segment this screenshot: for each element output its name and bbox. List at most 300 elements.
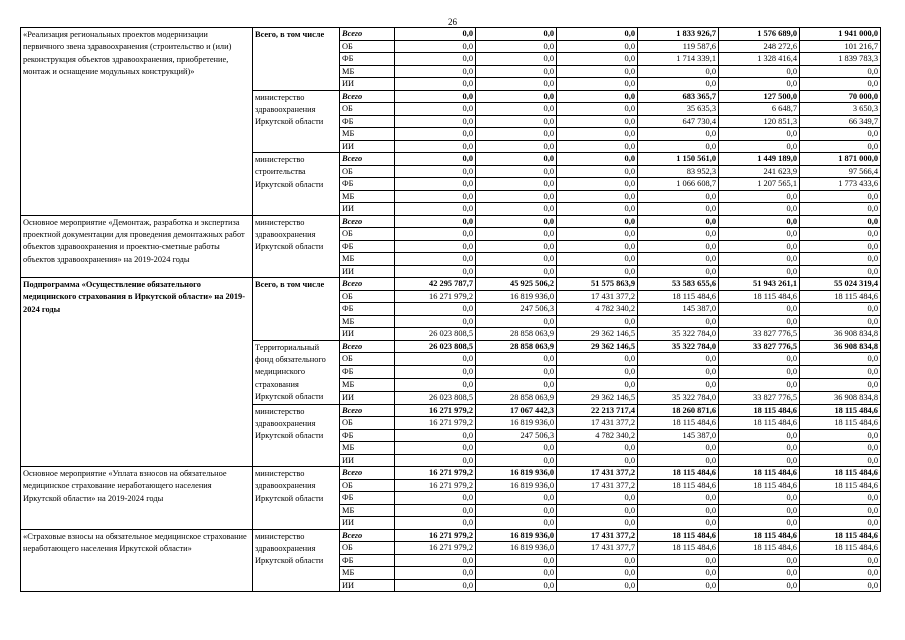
- amount-cell: 0,0: [395, 253, 476, 266]
- amount-cell: 0,0: [557, 579, 638, 592]
- executor-name: министерство строительства Иркутской области: [253, 153, 340, 216]
- amount-cell: 0,0: [800, 315, 881, 328]
- amount-cell: 0,0: [476, 253, 557, 266]
- amount-cell: 0,0: [476, 53, 557, 66]
- funding-source: ОБ: [340, 40, 395, 53]
- amount-cell: 0,0: [638, 378, 719, 391]
- amount-cell: 0,0: [557, 492, 638, 505]
- amount-cell: 0,0: [638, 240, 719, 253]
- funding-source: ФБ: [340, 53, 395, 66]
- amount-cell: 18 115 484,6: [638, 467, 719, 480]
- amount-cell: 1 714 339,1: [638, 53, 719, 66]
- amount-cell: 16 271 979,2: [395, 290, 476, 303]
- executor-name: Всего, в том числе: [253, 278, 340, 341]
- amount-cell: 0,0: [395, 103, 476, 116]
- funding-source: Всего: [340, 153, 395, 166]
- amount-cell: 0,0: [638, 253, 719, 266]
- amount-cell: 0,0: [800, 215, 881, 228]
- amount-cell: 0,0: [800, 353, 881, 366]
- funding-source: ИИ: [340, 454, 395, 467]
- amount-cell: 0,0: [395, 442, 476, 455]
- amount-cell: 0,0: [557, 240, 638, 253]
- amount-cell: 0,0: [395, 40, 476, 53]
- amount-cell: 0,0: [557, 165, 638, 178]
- amount-cell: 0,0: [395, 240, 476, 253]
- amount-cell: 0,0: [395, 90, 476, 103]
- amount-cell: 0,0: [719, 315, 800, 328]
- amount-cell: 0,0: [557, 228, 638, 241]
- amount-cell: 36 908 834,8: [800, 391, 881, 404]
- amount-cell: 0,0: [800, 366, 881, 379]
- amount-cell: 0,0: [719, 265, 800, 278]
- amount-cell: 35 322 784,0: [638, 391, 719, 404]
- funding-source: МБ: [340, 190, 395, 203]
- amount-cell: 18 115 484,6: [719, 467, 800, 480]
- amount-cell: 1 207 565,1: [719, 178, 800, 191]
- amount-cell: 18 115 484,6: [800, 479, 881, 492]
- budget-table-body: [21, 28, 881, 592]
- amount-cell: 18 115 484,6: [800, 290, 881, 303]
- amount-cell: 0,0: [638, 228, 719, 241]
- amount-cell: 0,0: [395, 165, 476, 178]
- amount-cell: 28 858 063,9: [476, 328, 557, 341]
- amount-cell: 16 271 979,2: [395, 529, 476, 542]
- amount-cell: 0,0: [638, 353, 719, 366]
- funding-source: ИИ: [340, 265, 395, 278]
- amount-cell: 0,0: [476, 492, 557, 505]
- funding-source: ИИ: [340, 203, 395, 216]
- amount-cell: 0,0: [800, 492, 881, 505]
- amount-cell: 0,0: [395, 366, 476, 379]
- amount-cell: 29 362 146,5: [557, 328, 638, 341]
- program-name: Основное мероприятие «Уплата взносов на обязательное медицинское страхование неработающего населения Иркутской области» на 2019-2024 годы: [21, 467, 253, 530]
- funding-source: ИИ: [340, 140, 395, 153]
- amount-cell: 0,0: [719, 65, 800, 78]
- amount-cell: 0,0: [557, 353, 638, 366]
- amount-cell: 0,0: [395, 378, 476, 391]
- funding-source: ОБ: [340, 479, 395, 492]
- amount-cell: 0,0: [638, 554, 719, 567]
- amount-cell: 0,0: [557, 40, 638, 53]
- amount-cell: 16 819 936,0: [476, 290, 557, 303]
- amount-cell: 0,0: [395, 190, 476, 203]
- funding-source: ИИ: [340, 78, 395, 91]
- amount-cell: 0,0: [395, 579, 476, 592]
- amount-cell: 0,0: [395, 78, 476, 91]
- amount-cell: 0,0: [557, 454, 638, 467]
- amount-cell: 647 730,4: [638, 115, 719, 128]
- amount-cell: 0,0: [476, 90, 557, 103]
- funding-source: Всего: [340, 340, 395, 353]
- amount-cell: 0,0: [800, 253, 881, 266]
- amount-cell: 0,0: [476, 315, 557, 328]
- amount-cell: 0,0: [476, 378, 557, 391]
- amount-cell: 36 908 834,8: [800, 340, 881, 353]
- amount-cell: 0,0: [557, 178, 638, 191]
- amount-cell: 0,0: [638, 128, 719, 141]
- funding-source: ОБ: [340, 290, 395, 303]
- amount-cell: 0,0: [395, 203, 476, 216]
- amount-cell: 0,0: [719, 378, 800, 391]
- amount-cell: 0,0: [719, 517, 800, 530]
- amount-cell: 0,0: [557, 128, 638, 141]
- amount-cell: 0,0: [638, 190, 719, 203]
- amount-cell: 1 871 000,0: [800, 153, 881, 166]
- amount-cell: 0,0: [800, 228, 881, 241]
- funding-source: ОБ: [340, 165, 395, 178]
- amount-cell: 0,0: [800, 429, 881, 442]
- amount-cell: 18 260 871,6: [638, 404, 719, 417]
- funding-source: ФБ: [340, 492, 395, 505]
- amount-cell: 0,0: [800, 265, 881, 278]
- amount-cell: 0,0: [638, 215, 719, 228]
- amount-cell: 0,0: [800, 517, 881, 530]
- funding-source: Всего: [340, 529, 395, 542]
- amount-cell: 0,0: [395, 215, 476, 228]
- amount-cell: 51 575 863,9: [557, 278, 638, 291]
- amount-cell: 17 431 377,2: [557, 290, 638, 303]
- amount-cell: 0,0: [557, 78, 638, 91]
- amount-cell: 0,0: [719, 303, 800, 316]
- amount-cell: 17 431 377,7: [557, 542, 638, 555]
- amount-cell: 0,0: [800, 190, 881, 203]
- amount-cell: 66 349,7: [800, 115, 881, 128]
- amount-cell: 35 322 784,0: [638, 328, 719, 341]
- amount-cell: 0,0: [719, 353, 800, 366]
- funding-source: ИИ: [340, 579, 395, 592]
- amount-cell: 26 023 808,5: [395, 340, 476, 353]
- amount-cell: 18 115 484,6: [800, 542, 881, 555]
- amount-cell: 0,0: [476, 265, 557, 278]
- amount-cell: 18 115 484,6: [800, 467, 881, 480]
- amount-cell: 247 506,3: [476, 303, 557, 316]
- amount-cell: 0,0: [395, 65, 476, 78]
- amount-cell: 0,0: [395, 228, 476, 241]
- funding-source: МБ: [340, 65, 395, 78]
- amount-cell: 0,0: [638, 492, 719, 505]
- funding-source: ОБ: [340, 103, 395, 116]
- amount-cell: 0,0: [638, 315, 719, 328]
- amount-cell: 0,0: [719, 492, 800, 505]
- amount-cell: 0,0: [557, 53, 638, 66]
- amount-cell: 0,0: [476, 215, 557, 228]
- amount-cell: 33 827 776,5: [719, 340, 800, 353]
- amount-cell: 0,0: [638, 265, 719, 278]
- amount-cell: 127 500,0: [719, 90, 800, 103]
- amount-cell: 17 431 377,2: [557, 417, 638, 430]
- funding-source: МБ: [340, 253, 395, 266]
- amount-cell: 0,0: [719, 554, 800, 567]
- amount-cell: 0,0: [557, 265, 638, 278]
- funding-source: МБ: [340, 567, 395, 580]
- amount-cell: 0,0: [476, 140, 557, 153]
- amount-cell: 0,0: [800, 504, 881, 517]
- amount-cell: 0,0: [476, 579, 557, 592]
- amount-cell: 33 827 776,5: [719, 391, 800, 404]
- amount-cell: 6 648,7: [719, 103, 800, 116]
- funding-source: ОБ: [340, 353, 395, 366]
- amount-cell: 0,0: [557, 103, 638, 116]
- amount-cell: 0,0: [719, 454, 800, 467]
- amount-cell: 0,0: [638, 579, 719, 592]
- amount-cell: 0,0: [557, 115, 638, 128]
- funding-source: МБ: [340, 442, 395, 455]
- amount-cell: 16 819 936,0: [476, 417, 557, 430]
- amount-cell: 1 576 689,0: [719, 28, 800, 41]
- amount-cell: 18 115 484,6: [800, 529, 881, 542]
- amount-cell: 18 115 484,6: [719, 479, 800, 492]
- amount-cell: 119 587,6: [638, 40, 719, 53]
- amount-cell: 0,0: [476, 228, 557, 241]
- amount-cell: 18 115 484,6: [638, 417, 719, 430]
- amount-cell: 0,0: [476, 240, 557, 253]
- amount-cell: 4 782 340,2: [557, 303, 638, 316]
- amount-cell: 0,0: [800, 554, 881, 567]
- amount-cell: 0,0: [476, 554, 557, 567]
- funding-source: МБ: [340, 315, 395, 328]
- amount-cell: 0,0: [395, 429, 476, 442]
- amount-cell: 0,0: [800, 65, 881, 78]
- funding-source: Всего: [340, 215, 395, 228]
- amount-cell: 0,0: [476, 65, 557, 78]
- table-row: [21, 529, 881, 542]
- amount-cell: 0,0: [719, 128, 800, 141]
- amount-cell: 3 650,3: [800, 103, 881, 116]
- amount-cell: 0,0: [476, 115, 557, 128]
- amount-cell: 18 115 484,6: [719, 417, 800, 430]
- amount-cell: 17 431 377,2: [557, 467, 638, 480]
- amount-cell: 0,0: [476, 103, 557, 116]
- amount-cell: 0,0: [557, 554, 638, 567]
- amount-cell: 53 583 655,6: [638, 278, 719, 291]
- page-number: 26: [448, 17, 457, 27]
- amount-cell: 101 216,7: [800, 40, 881, 53]
- funding-source: МБ: [340, 128, 395, 141]
- table-row: [21, 467, 881, 480]
- amount-cell: 0,0: [476, 165, 557, 178]
- amount-cell: 0,0: [557, 366, 638, 379]
- amount-cell: 26 023 808,5: [395, 328, 476, 341]
- amount-cell: 0,0: [476, 454, 557, 467]
- amount-cell: 0,0: [476, 128, 557, 141]
- amount-cell: 33 827 776,5: [719, 328, 800, 341]
- amount-cell: 0,0: [557, 253, 638, 266]
- amount-cell: 0,0: [476, 366, 557, 379]
- amount-cell: 0,0: [395, 140, 476, 153]
- amount-cell: 683 365,7: [638, 90, 719, 103]
- amount-cell: 0,0: [476, 203, 557, 216]
- executor-name: министерство здравоохранения Иркутской области: [253, 215, 340, 278]
- program-name: Основное мероприятие «Демонтаж, разработка и экспертиза проектной документации для проведения демонтажных работ объектов здравоохранения и проектно-сметные работы объектов здравоохранения» на 2019-2024 годы: [21, 215, 253, 278]
- amount-cell: 36 908 834,8: [800, 328, 881, 341]
- amount-cell: 145 387,0: [638, 303, 719, 316]
- amount-cell: 0,0: [476, 28, 557, 41]
- amount-cell: 0,0: [557, 65, 638, 78]
- amount-cell: 248 272,6: [719, 40, 800, 53]
- funding-source: ФБ: [340, 178, 395, 191]
- amount-cell: 83 952,3: [638, 165, 719, 178]
- amount-cell: 0,0: [476, 78, 557, 91]
- amount-cell: 0,0: [395, 28, 476, 41]
- funding-source: Всего: [340, 90, 395, 103]
- amount-cell: 0,0: [638, 517, 719, 530]
- amount-cell: 0,0: [557, 378, 638, 391]
- amount-cell: 0,0: [800, 128, 881, 141]
- amount-cell: 42 295 787,7: [395, 278, 476, 291]
- amount-cell: 0,0: [638, 442, 719, 455]
- funding-source: Всего: [340, 28, 395, 41]
- amount-cell: 0,0: [719, 429, 800, 442]
- amount-cell: 0,0: [719, 567, 800, 580]
- amount-cell: 247 506,3: [476, 429, 557, 442]
- amount-cell: 0,0: [476, 442, 557, 455]
- funding-source: Всего: [340, 278, 395, 291]
- amount-cell: 29 362 146,5: [557, 391, 638, 404]
- funding-source: Всего: [340, 467, 395, 480]
- amount-cell: 16 819 936,0: [476, 529, 557, 542]
- amount-cell: 0,0: [719, 579, 800, 592]
- amount-cell: 1 449 189,0: [719, 153, 800, 166]
- amount-cell: 241 623,9: [719, 165, 800, 178]
- amount-cell: 1 833 926,7: [638, 28, 719, 41]
- amount-cell: 35 322 784,0: [638, 340, 719, 353]
- amount-cell: 18 115 484,6: [638, 529, 719, 542]
- funding-source: ФБ: [340, 303, 395, 316]
- amount-cell: 0,0: [719, 253, 800, 266]
- amount-cell: 0,0: [800, 454, 881, 467]
- funding-source: ОБ: [340, 228, 395, 241]
- executor-name: Всего, в том числе: [253, 28, 340, 91]
- amount-cell: 0,0: [476, 153, 557, 166]
- amount-cell: 0,0: [719, 442, 800, 455]
- amount-cell: 0,0: [395, 554, 476, 567]
- funding-source: ФБ: [340, 115, 395, 128]
- amount-cell: 0,0: [800, 203, 881, 216]
- funding-source: МБ: [340, 504, 395, 517]
- executor-name: министерство здравоохранения Иркутской области: [253, 404, 340, 467]
- amount-cell: 0,0: [476, 40, 557, 53]
- program-name: «Страховые взносы на обязательное медицинское страхование неработающего населения Иркутской области»: [21, 529, 253, 592]
- amount-cell: 0,0: [476, 517, 557, 530]
- amount-cell: 16 271 979,2: [395, 479, 476, 492]
- amount-cell: 0,0: [800, 140, 881, 153]
- amount-cell: 18 115 484,6: [719, 404, 800, 417]
- funding-source: ФБ: [340, 554, 395, 567]
- amount-cell: 26 023 808,5: [395, 391, 476, 404]
- amount-cell: 22 213 717,4: [557, 404, 638, 417]
- amount-cell: 28 858 063,9: [476, 391, 557, 404]
- amount-cell: 29 362 146,5: [557, 340, 638, 353]
- budget-table: [20, 27, 881, 592]
- amount-cell: 45 925 506,2: [476, 278, 557, 291]
- amount-cell: 0,0: [719, 190, 800, 203]
- funding-source: ФБ: [340, 366, 395, 379]
- amount-cell: 70 000,0: [800, 90, 881, 103]
- funding-source: ОБ: [340, 542, 395, 555]
- amount-cell: 16 819 936,0: [476, 467, 557, 480]
- amount-cell: 18 115 484,6: [638, 479, 719, 492]
- amount-cell: 1 839 783,3: [800, 53, 881, 66]
- amount-cell: 1 328 416,4: [719, 53, 800, 66]
- amount-cell: 16 271 979,2: [395, 467, 476, 480]
- amount-cell: 16 271 979,2: [395, 542, 476, 555]
- amount-cell: 1 773 433,6: [800, 178, 881, 191]
- table-row: [21, 278, 881, 291]
- amount-cell: 0,0: [557, 203, 638, 216]
- amount-cell: 0,0: [395, 153, 476, 166]
- amount-cell: 1 941 000,0: [800, 28, 881, 41]
- amount-cell: 0,0: [719, 215, 800, 228]
- program-name: «Реализация региональных проектов модернизации первичного звена здравоохранения (строительство и (или) реконструкция объектов здравоохранения, приобретение, монтаж и оснащение модульных конструкций)»: [21, 28, 253, 216]
- amount-cell: 0,0: [395, 265, 476, 278]
- amount-cell: 17 431 377,2: [557, 529, 638, 542]
- amount-cell: 0,0: [557, 504, 638, 517]
- amount-cell: 0,0: [395, 454, 476, 467]
- table-row: [21, 28, 881, 41]
- amount-cell: 0,0: [638, 78, 719, 91]
- amount-cell: 1 150 561,0: [638, 153, 719, 166]
- amount-cell: 18 115 484,6: [719, 542, 800, 555]
- funding-source: ОБ: [340, 417, 395, 430]
- amount-cell: 0,0: [719, 366, 800, 379]
- amount-cell: 0,0: [719, 78, 800, 91]
- amount-cell: 0,0: [638, 454, 719, 467]
- amount-cell: 1 066 608,7: [638, 178, 719, 191]
- amount-cell: 0,0: [638, 366, 719, 379]
- amount-cell: 0,0: [557, 517, 638, 530]
- amount-cell: 0,0: [476, 567, 557, 580]
- amount-cell: 0,0: [719, 140, 800, 153]
- amount-cell: 0,0: [395, 303, 476, 316]
- amount-cell: 0,0: [800, 303, 881, 316]
- amount-cell: 97 566,4: [800, 165, 881, 178]
- amount-cell: 0,0: [638, 567, 719, 580]
- amount-cell: 0,0: [395, 492, 476, 505]
- amount-cell: 145 387,0: [638, 429, 719, 442]
- amount-cell: 0,0: [476, 178, 557, 191]
- amount-cell: 0,0: [800, 378, 881, 391]
- funding-source: МБ: [340, 378, 395, 391]
- funding-source: ИИ: [340, 328, 395, 341]
- amount-cell: 120 851,3: [719, 115, 800, 128]
- amount-cell: 16 819 936,0: [476, 542, 557, 555]
- amount-cell: 0,0: [800, 78, 881, 91]
- amount-cell: 0,0: [476, 504, 557, 517]
- executor-name: министерство здравоохранения Иркутской области: [253, 90, 340, 153]
- amount-cell: 0,0: [395, 128, 476, 141]
- funding-source: ИИ: [340, 517, 395, 530]
- program-name: Подпрограмма «Осуществление обязательного медицинского страхования в Иркутской области» на 2019-2024 годы: [21, 278, 253, 467]
- amount-cell: 28 858 063,9: [476, 340, 557, 353]
- amount-cell: 0,0: [557, 190, 638, 203]
- amount-cell: 16 819 936,0: [476, 479, 557, 492]
- amount-cell: 55 024 319,4: [800, 278, 881, 291]
- amount-cell: 0,0: [395, 115, 476, 128]
- amount-cell: 18 115 484,6: [719, 529, 800, 542]
- amount-cell: 0,0: [395, 53, 476, 66]
- table-row: [21, 215, 881, 228]
- amount-cell: 0,0: [395, 178, 476, 191]
- amount-cell: 51 943 261,1: [719, 278, 800, 291]
- amount-cell: 0,0: [476, 190, 557, 203]
- amount-cell: 0,0: [557, 215, 638, 228]
- amount-cell: 0,0: [557, 315, 638, 328]
- funding-source: ФБ: [340, 429, 395, 442]
- amount-cell: 0,0: [557, 90, 638, 103]
- amount-cell: 18 115 484,6: [800, 417, 881, 430]
- executor-name: Территориальный фонд обязательного медицинского страхования Иркутской области: [253, 340, 340, 404]
- executor-name: министерство здравоохранения Иркутской области: [253, 529, 340, 592]
